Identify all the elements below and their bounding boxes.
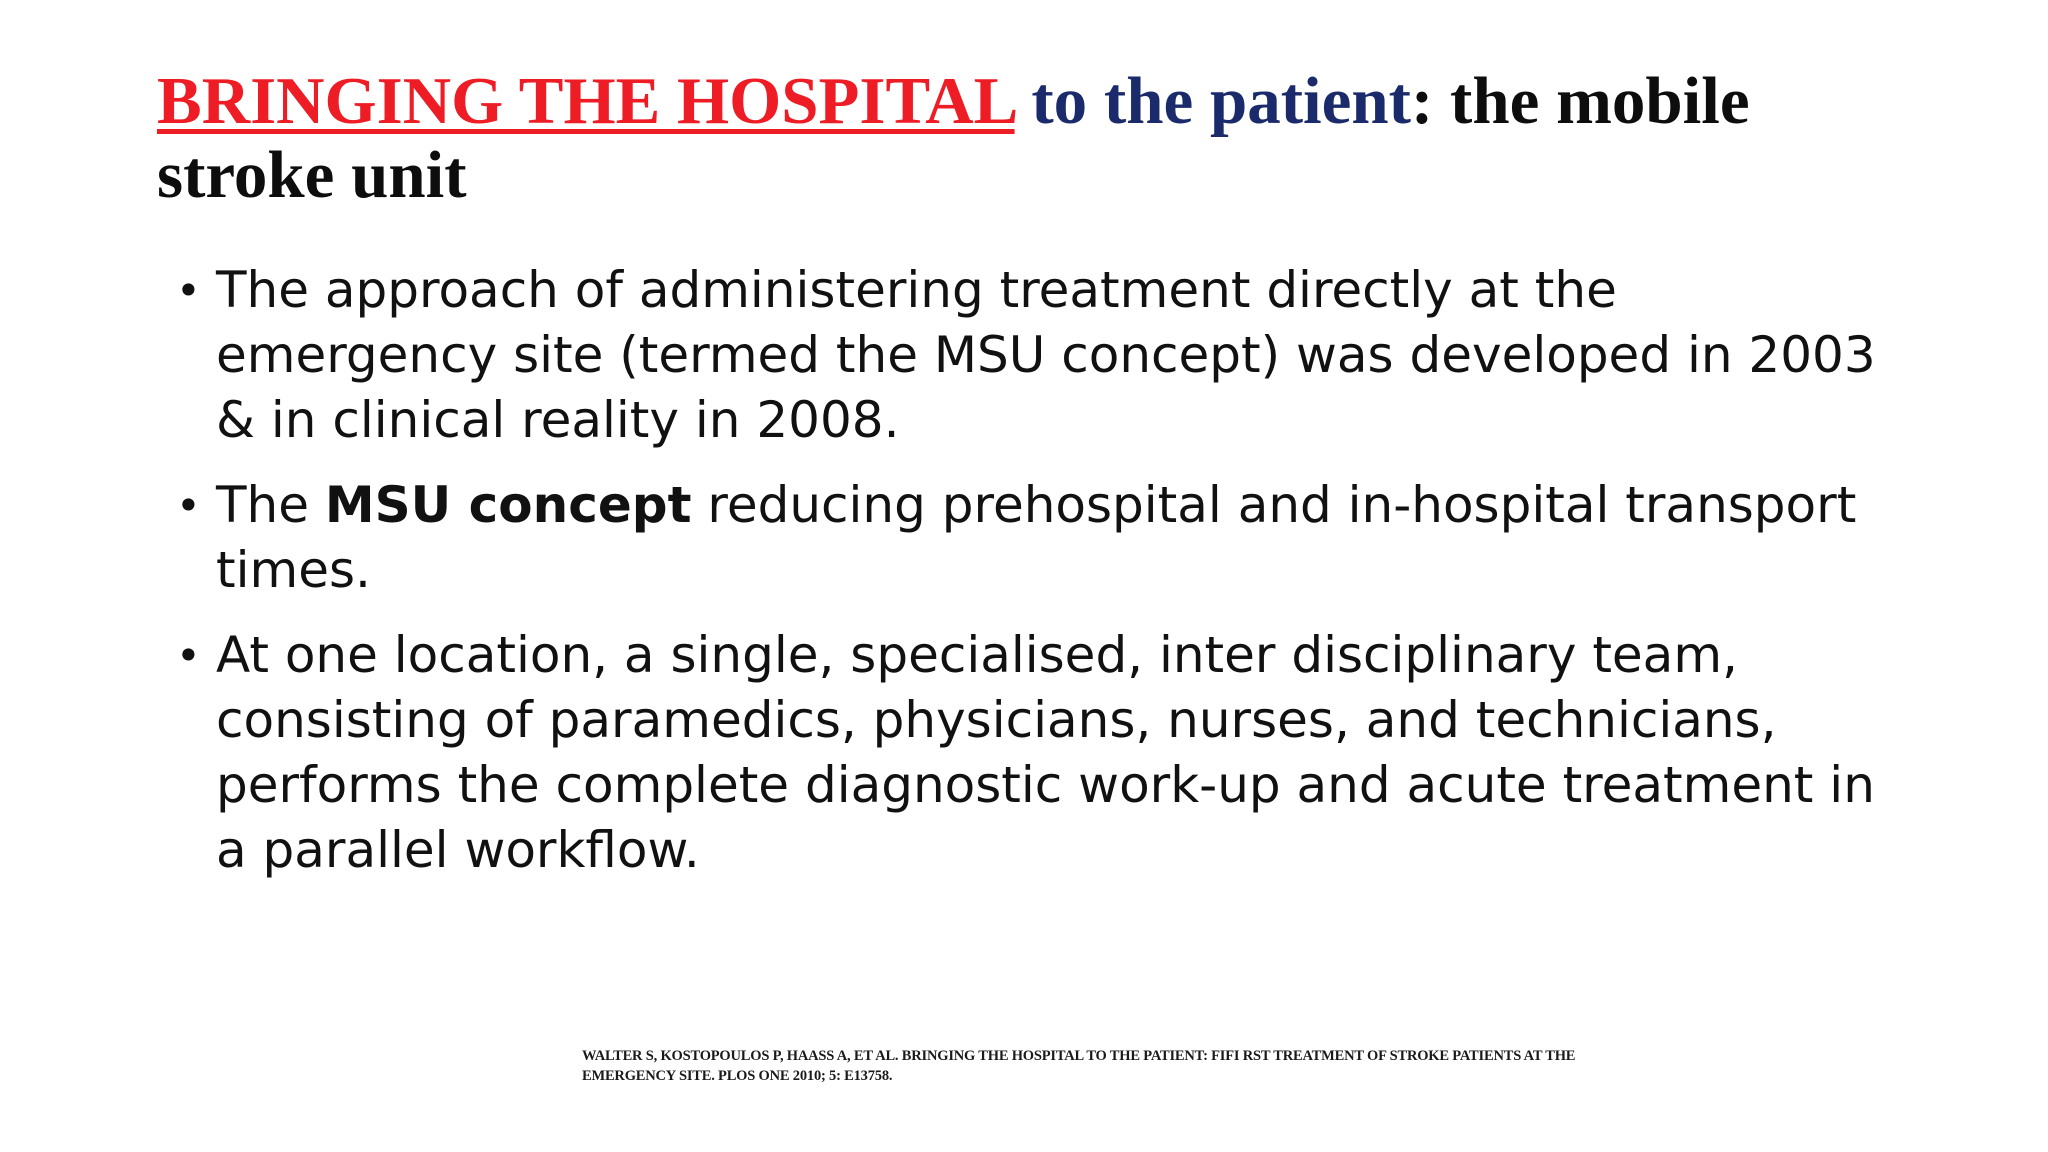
title-black-part: : the mobile stroke unit <box>157 64 1750 212</box>
title-red-part: BRINGING THE HOSPITAL <box>157 64 1015 138</box>
reference-line-1: WALTER S, KOSTOPOULOS P, HAASS A, ET AL. BRINGING THE HOSPITAL TO THE PATIENT: FIFI RST TREATMENT OF STROKE PATIENTS AT THE <box>582 1048 1576 1064</box>
bullet-item <box>172 473 1892 603</box>
bullet-text: At one location, a single, specialised, inter disciplinary team, consisting of paramedics, physicians, nurses, and technicians, performs the complete diagnostic work-up and acute treatment in a parallel workflow. <box>216 626 1875 879</box>
bullet-text-before: The <box>216 476 325 534</box>
bullet-item <box>172 258 1892 453</box>
bullet-text-bold: MSU concept <box>324 476 692 534</box>
bullet-dot: • <box>176 481 201 530</box>
title-blue-part: to the patient <box>1031 64 1411 138</box>
bullet-item <box>172 623 1892 883</box>
reference-line-2: EMERGENCY SITE. PLOS ONE 2010; 5: E13758. <box>582 1068 893 1084</box>
bullet-dot: • <box>176 266 201 315</box>
bullet-list <box>172 258 1892 903</box>
reference-citation <box>582 1046 1832 1086</box>
bullet-text: The approach of administering treatment directly at the emergency site (termed the MSU concept) was developed in 2003 & in clinical reality in 2008. <box>216 261 1876 449</box>
bullet-text-after: reducing prehospital and in-hospital transport times. <box>216 476 1857 599</box>
bullet-dot: • <box>176 631 201 680</box>
slide-title <box>157 64 1857 212</box>
